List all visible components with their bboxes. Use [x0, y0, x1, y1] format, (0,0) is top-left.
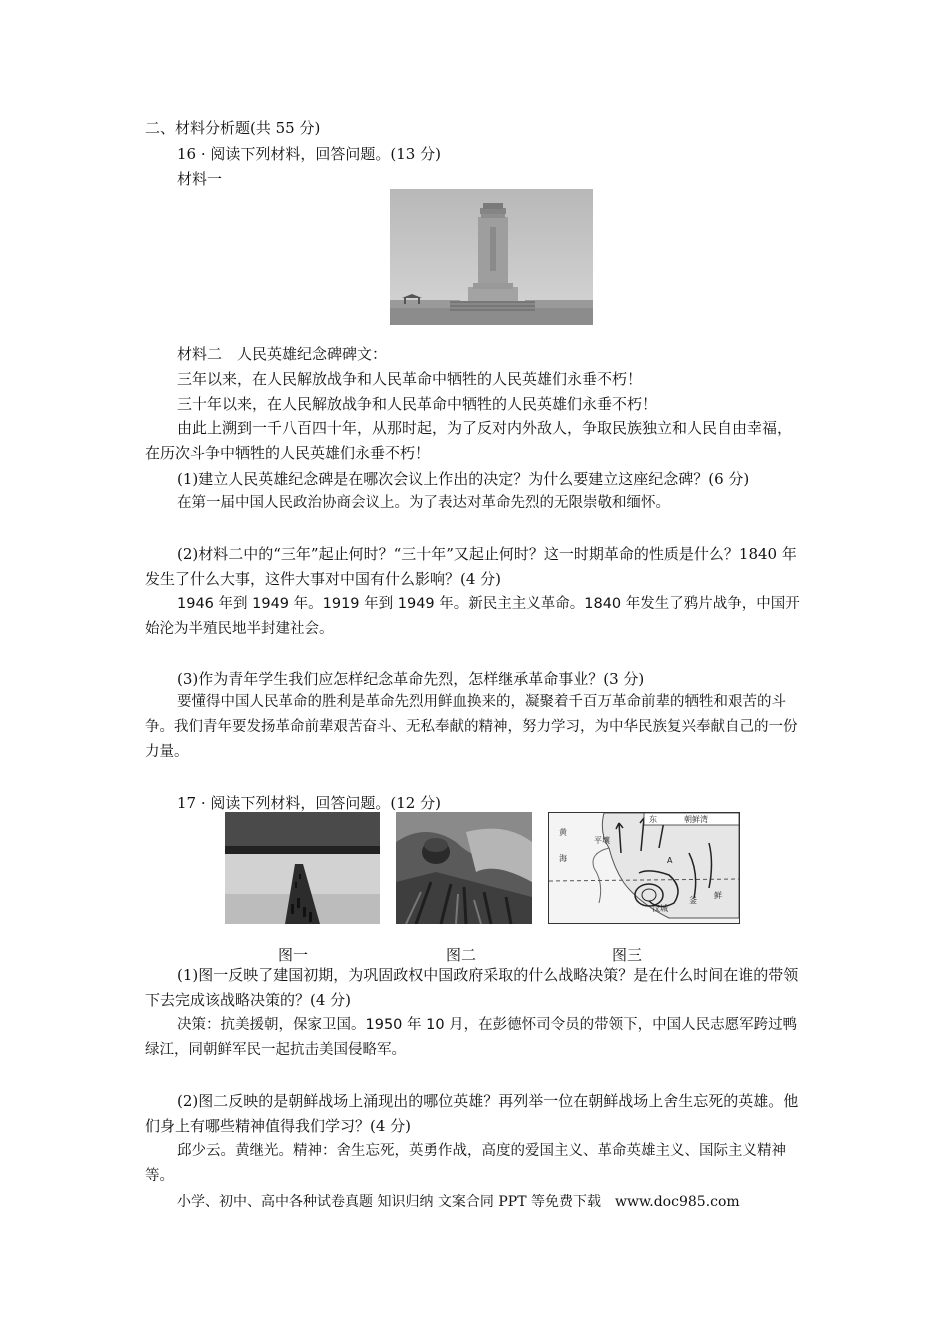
- q16-question-1: (1)建立人民英雄纪念碑是在哪次会议上作出的决定？为什么要建立这座纪念碑？(6 分): [177, 470, 750, 488]
- monument-photo: [390, 189, 593, 325]
- q17-stem: 17 · 阅读下列材料，回答问题。(12 分): [177, 794, 441, 812]
- q17-question-2: (2)图二反映的是朝鲜战场上涌现出的哪位英雄？再列举一位在朝鲜战场上舍生忘死的英雄。他们身上有哪些精神值得我们学习？(4 分): [145, 1092, 799, 1135]
- q16-answer-3: 要懂得中国人民革命的胜利是革命先烈用鲜血换来的，凝聚着千百万革命前辈的牺牲和艰苦的斗争。我们青年要发扬革命前辈艰苦奋斗、无私奉献的精神，努力学习，为中华民族复兴奉献自己的一份力量。: [145, 694, 798, 760]
- figure-1-photo: [225, 812, 380, 924]
- figure-3-map: [548, 812, 740, 924]
- q17-answer-2: 邱少云。黄继光。精神：舍生忘死，英勇作战，高度的爱国主义、革命英雄主义、国际主义精神等。: [145, 1143, 786, 1184]
- map-label-a: A: [667, 856, 673, 865]
- material1-label: 材料一: [177, 170, 223, 188]
- inscription-line-1: 三年以来，在人民解放战争和人民革命中牺牲的人民英雄们永垂不朽！: [177, 370, 643, 388]
- map-label-dong: 东: [649, 815, 657, 824]
- footer-note: 小学、初中、高中各种试卷真题 知识归纳 文案合同 PPT 等免费下载 www.doc985.com: [177, 1194, 740, 1210]
- q16-stem: 16 · 阅读下列材料，回答问题。(13 分): [177, 145, 441, 163]
- map-label-bay: 朝鲜湾: [684, 815, 708, 824]
- q16-question-3: (3)作为青年学生我们应怎样纪念革命先烈，怎样继承革命事业？(3 分): [177, 670, 645, 688]
- figure-3-caption: 图三: [612, 946, 643, 964]
- q17-question-1: (1)图一反映了建国初期，为巩固政权中国政府采取的什么战略决策？是在什么时间在谁的带领下去完成该战略决策的？(4 分): [145, 966, 799, 1009]
- q17-answer-1: 决策：抗美援朝，保家卫国。1950 年 10 月，在彭德怀司令员的带领下，中国人民志愿军跨过鸭绿江，同朝鲜军民一起抗击美国侵略军。: [145, 1017, 798, 1058]
- material2-heading: 材料二 人民英雄纪念碑碑文：: [177, 345, 388, 363]
- map-label-huang: 黄: [559, 828, 567, 837]
- figure-2-photo: [396, 812, 532, 924]
- q16-answer-2: 1946 年到 1949 年。1919 年到 1949 年。新民主主义革命。1840 年发生了鸦片战争，中国开始沦为半殖民地半封建社会。: [145, 596, 800, 637]
- map-label-seoul: 汉城: [652, 904, 668, 913]
- map-label-xian: 鲜: [714, 891, 722, 900]
- figure-2-caption: 图二: [446, 946, 477, 964]
- map-label-pyongyang: 平壤: [594, 836, 610, 845]
- q16-answer-1: 在第一届中国人民政治协商会议上。为了表达对革命先烈的无限崇敬和缅怀。: [177, 495, 670, 511]
- q16-question-2: (2)材料二中的“三年”起止何时？“三十年”又起止何时？这一时期革命的性质是什么？1840 年发生了什么大事，这件大事对中国有什么影响？(4 分): [145, 545, 797, 588]
- section-title: 二、材料分析题(共 55 分): [145, 119, 321, 137]
- figure-1-caption: 图一: [278, 946, 309, 964]
- inscription-line-3: 由此上溯到一千八百四十年，从那时起，为了反对内外敌人，争取民族独立和人民自由幸福，在历次斗争中牺牲的人民英雄们永垂不朽！: [145, 419, 793, 462]
- map-label-fu: 釜: [689, 896, 697, 905]
- inscription-line-2: 三十年以来，在人民解放战争和人民革命中牺牲的人民英雄们永垂不朽！: [177, 395, 658, 413]
- map-label-hai: 海: [559, 854, 567, 863]
